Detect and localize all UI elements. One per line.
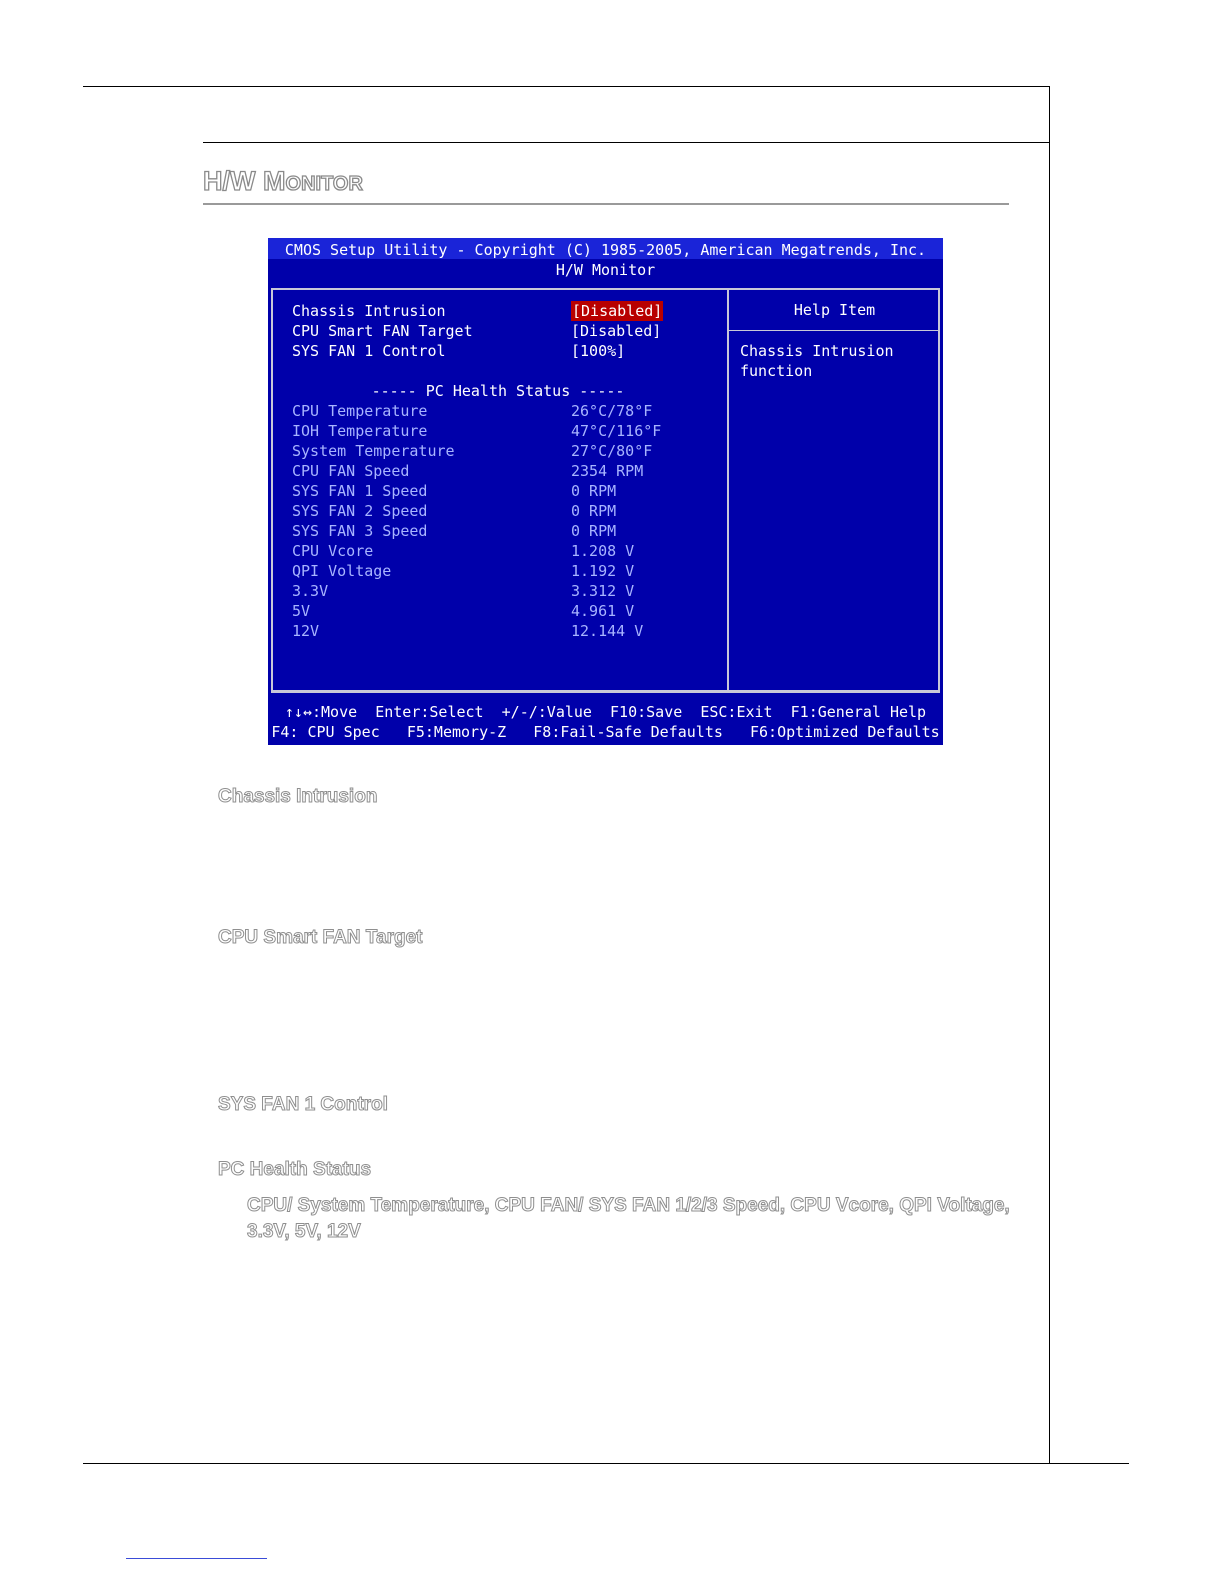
- health-label: CPU FAN Speed: [292, 462, 410, 480]
- health-value: 0 RPM: [571, 482, 617, 500]
- health-label: SYS FAN 3 Speed: [292, 522, 428, 540]
- health-value: 27°C/80°F: [571, 442, 653, 460]
- heading-sys-fan1-control: SYS FAN 1 Control: [218, 1094, 388, 1115]
- footer-link-underline[interactable]: [126, 1558, 267, 1559]
- key-legend-line-2: F4: CPU Spec F5:Memory-Z F8:Fail-Safe Defaults F6:Optimized Defaults: [271, 723, 940, 741]
- top-rule: [83, 86, 1050, 87]
- setting-label-chassis-intrusion[interactable]: Chassis Intrusion: [292, 302, 446, 320]
- heading-cpu-smart-fan-target: CPU Smart FAN Target: [218, 927, 423, 948]
- health-label: IOH Temperature: [292, 422, 428, 440]
- health-value: 0 RPM: [571, 502, 617, 520]
- health-value: 1.192 V: [571, 562, 635, 580]
- help-item-title: Help Item: [793, 301, 876, 319]
- health-value: 3.312 V: [571, 582, 635, 600]
- bios-help-divider: [727, 290, 729, 690]
- bios-copyright: CMOS Setup Utility - Copyright (C) 1985-2005, American Megatrends, Inc.: [284, 241, 927, 259]
- bios-screen: [268, 238, 943, 745]
- help-text-line: Chassis Intrusion: [740, 342, 894, 360]
- health-value: 1.208 V: [571, 542, 635, 560]
- section-title-text: H/W MONITOR: [203, 166, 363, 196]
- section-title: [203, 166, 363, 197]
- setting-value-sys-fan1-control[interactable]: [100%]: [571, 342, 626, 360]
- health-label: 5V: [292, 602, 311, 620]
- health-value: 0 RPM: [571, 522, 617, 540]
- setting-label-sys-fan1-control[interactable]: SYS FAN 1 Control: [292, 342, 446, 360]
- health-value: 26°C/78°F: [571, 402, 653, 420]
- setting-value-chassis-intrusion[interactable]: [Disabled]: [572, 302, 663, 320]
- pc-health-status-header: ----- PC Health Status -----: [371, 382, 625, 400]
- health-value: 47°C/116°F: [571, 422, 662, 440]
- health-label: CPU Vcore: [292, 542, 374, 560]
- bios-help-separator: [729, 330, 940, 331]
- health-label: SYS FAN 1 Speed: [292, 482, 428, 500]
- health-value: 2354 RPM: [571, 462, 644, 480]
- heading-pc-health-status: PC Health Status: [218, 1159, 372, 1180]
- health-label: SYS FAN 2 Speed: [292, 502, 428, 520]
- health-value: 4.961 V: [571, 602, 635, 620]
- bios-keys-separator: [271, 691, 940, 693]
- header-rule: [203, 142, 1050, 143]
- health-label: System Temperature: [292, 442, 455, 460]
- setting-value-cpu-smart-fan-target[interactable]: [Disabled]: [571, 322, 662, 340]
- setting-label-cpu-smart-fan-target[interactable]: CPU Smart FAN Target: [292, 322, 473, 340]
- help-text-line: function: [740, 362, 813, 380]
- right-margin-rule: [1049, 86, 1050, 1464]
- bios-screen-title: H/W Monitor: [555, 261, 656, 279]
- health-label: CPU Temperature: [292, 402, 428, 420]
- health-label: 3.3V: [292, 582, 329, 600]
- pc-health-status-description: CPU/ System Temperature, CPU FAN/ SYS FAN 1/2/3 Speed, CPU Vcore, QPI Voltage, 3.3V, 5V, 12V: [247, 1195, 1010, 1242]
- key-legend-line-1: ↑↓↔:Move Enter:Select +/-/:Value F10:Save ESC:Exit F1:General Help: [284, 703, 927, 721]
- section-title-underline: [203, 203, 1009, 205]
- health-label: QPI Voltage: [292, 562, 392, 580]
- health-value: 12.144 V: [571, 622, 644, 640]
- health-label: 12V: [292, 622, 320, 640]
- heading-chassis-intrusion: Chassis Intrusion: [218, 786, 378, 807]
- bottom-rule: [83, 1463, 1129, 1464]
